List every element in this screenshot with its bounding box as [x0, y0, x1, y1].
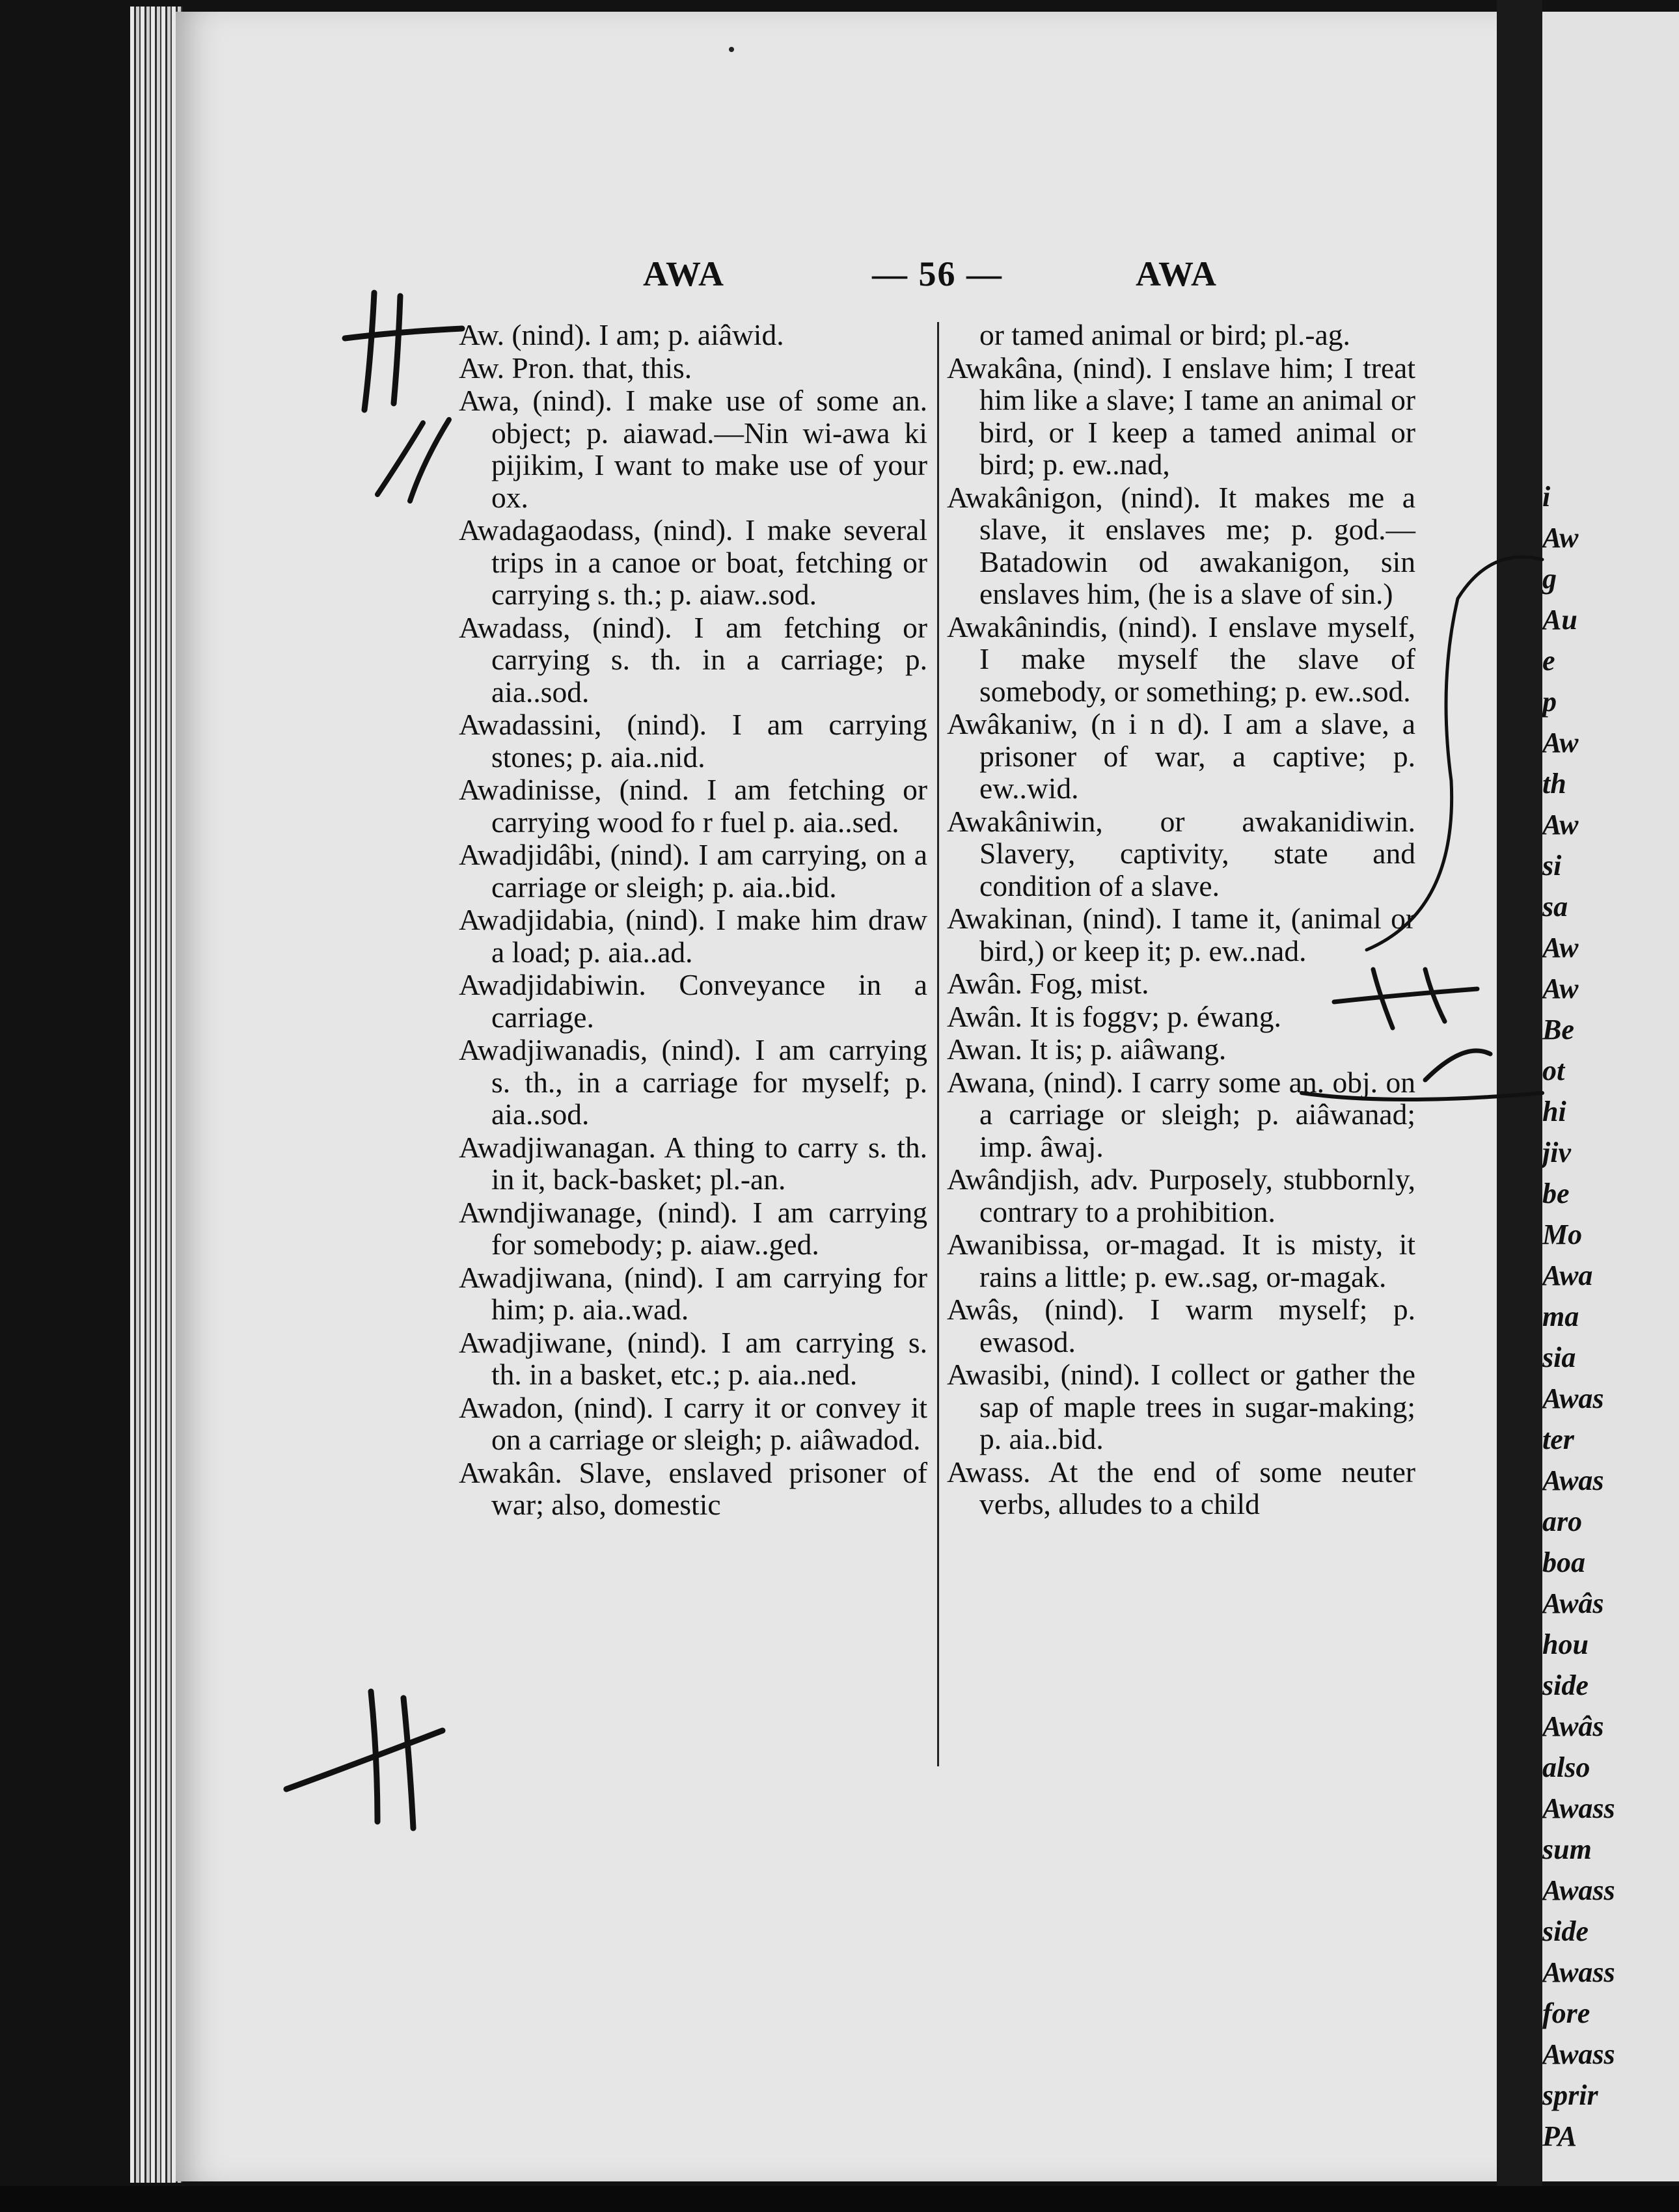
book-page-edges [130, 7, 182, 2183]
next-page-text-fragment: Awâs [1542, 1710, 1604, 1742]
next-page-text-fragment: also [1542, 1751, 1590, 1783]
next-page-text-fragment: hi [1542, 1096, 1566, 1127]
next-page-text-fragment: Awâs [1542, 1587, 1604, 1619]
next-page-text-fragment: Awass [1542, 1792, 1615, 1824]
next-page-text-fragment: jiv [1542, 1137, 1571, 1168]
dictionary-entry: Aw. Pron. that, this. [459, 351, 692, 384]
dictionary-entry: Awadon, (nind). I carry it or convey it on a carriage or sleigh; p. aiâwadod. [459, 1390, 927, 1456]
next-page-text-fragment: be [1542, 1178, 1570, 1209]
next-page-text-fragment: boa [1542, 1546, 1585, 1578]
next-page-text-fragment: ot [1542, 1055, 1565, 1086]
next-page-text-fragment: p [1542, 686, 1557, 718]
dictionary-entry: Awadinisse, (nind. I am fetching or carrying wood fo r fuel p. aia..sed. [459, 773, 927, 839]
dictionary-entry: Awadjiwane, (nind). I am carrying s. th. in a basket, etc.; p. aia..ned. [459, 1325, 927, 1391]
next-page-text-fragment: Awa [1542, 1260, 1593, 1291]
next-page-text-fragment: ma [1542, 1301, 1579, 1332]
dictionary-entry: Awana, (nind). I carry some an. obj. on a carriage or sleigh; p. aiâwanad; imp. âwaj. [947, 1065, 1415, 1163]
next-page-text-fragment: Aw [1542, 809, 1579, 841]
dictionary-entry: Awass. At the end of some neuter verbs, alludes to a child [947, 1455, 1415, 1520]
next-page-text-fragment: Awas [1542, 1464, 1604, 1496]
next-page-text-fragment: Awass [1542, 2038, 1615, 2070]
next-page-text-fragment: Awass [1542, 1874, 1615, 1906]
next-page-text-fragment: th [1542, 768, 1566, 800]
next-page-text-fragment: ter [1542, 1423, 1574, 1455]
dictionary-entry: Aw. (nind). I am; p. aiâwid. [459, 318, 784, 351]
column-rule [937, 322, 939, 1766]
next-page-text-fragment: side [1542, 1915, 1589, 1947]
dictionary-entry: Awadassini, (nind). I am carrying stones; p. aia..nid. [459, 708, 927, 774]
next-page-text-fragment: si [1542, 850, 1562, 882]
next-page-text-fragment: Aw [1542, 973, 1579, 1005]
dictionary-entry: Awadjiwanadis, (nind). I am carrying s. th., in a carriage for myself; p. aia..sod. [459, 1033, 927, 1131]
next-page-text-fragment: Aw [1542, 932, 1579, 964]
next-page-text-fragment: sprir [1542, 2079, 1598, 2111]
next-page-text-fragment: Aw [1542, 522, 1579, 554]
scan-bottom-bar [0, 2186, 1679, 2212]
dictionary-entry: Awasibi, (nind). I collect or gather the sap of maple trees in sugar-making; p. aia..bid. [947, 1358, 1415, 1455]
dictionary-entry: Awâs, (nind). I warm myself; p. ewasod. [947, 1293, 1415, 1358]
handwritten-hash-mark-top [338, 280, 469, 514]
handwritten-bracket-mark [1295, 520, 1549, 1171]
next-page-text-fragment: Aw [1542, 727, 1579, 759]
next-page-text-fragment: PA [1542, 2120, 1577, 2152]
dictionary-entry: Awan. It is; p. aiâwang. [947, 1032, 1227, 1066]
next-page-text-fragment: Au [1542, 604, 1577, 636]
dictionary-entry: Awadjiwanagan. A thing to carry s. th. in it, back-basket; pl.-an. [459, 1130, 927, 1196]
dictionary-entry: Awadjidabia, (nind). I make him draw a load; p. aia..ad. [459, 903, 927, 969]
next-page-fragment [1542, 12, 1679, 2181]
next-page-text-fragment: aro [1542, 1505, 1583, 1537]
page-number: — 56 — [872, 254, 1003, 293]
next-page-text-fragment: e [1542, 645, 1555, 677]
dictionary-entry: Awa, (nind). I make use of some an. object; p. aiawad.—Nin wi-awa ki pijikim, I want to make use of your ox. [459, 384, 927, 514]
next-page-text-fragment: side [1542, 1669, 1589, 1701]
ink-dot [729, 47, 734, 52]
dictionary-entry: Awakânindis, (nind). I enslave myself, I make myself the slave of somebody, or something; p. ew..sod. [947, 610, 1415, 708]
dictionary-entry: Awadjiwana, (nind). I am carrying for him; p. aia..wad. [459, 1260, 927, 1326]
dictionary-entry: Awân. It is foggv; p. éwang. [947, 999, 1281, 1033]
next-page-text-fragment: sia [1542, 1342, 1576, 1373]
next-page-text-fragment: fore [1542, 1997, 1590, 2029]
dictionary-entry: Awadagaodass, (nind). I make several trips in a canoe or boat, fetching or carrying s. th.; p. aiaw..sod. [459, 513, 927, 611]
next-page-text-fragment: sum [1542, 1833, 1592, 1865]
dictionary-entry: Awâkaniw, (n i n d). I am a slave, a prisoner of war, a captive; p. ew..wid. [947, 707, 1415, 805]
running-head-left: AWA [643, 254, 726, 293]
dictionary-entry: Awakâniwin, or awakanidiwin. Slavery, captivity, state and condition of a slave. [947, 804, 1415, 902]
dictionary-entry: or tamed animal or bird; pl.-ag. [979, 318, 1350, 351]
dictionary-entry: Awadjidabiwin. Conveyance in a carriage. [459, 968, 927, 1034]
dictionary-entry: Awadjidâbi, (nind). I am carrying, on a carriage or sleigh; p. aia..bid. [459, 838, 927, 904]
dictionary-entry: Awndjiwanage, (nind). I am carrying for somebody; p. aiaw..ged. [459, 1195, 927, 1261]
dictionary-entry: Awadass, (nind). I am fetching or carrying s. th. in a carriage; p. aia..sod. [459, 610, 927, 708]
next-page-text-fragment: i [1542, 481, 1551, 513]
next-page-text-fragment: g [1542, 563, 1557, 595]
dictionary-entry: Awakân. Slave, enslaved prisoner of war; also, domestic [459, 1455, 927, 1521]
left-column [459, 319, 927, 1522]
dictionary-entry: Awân. Fog, mist. [947, 967, 1149, 1000]
dictionary-entry: Awanibissa, or-magad. It is misty, it rains a little; p. ew..sag, or-magak. [947, 1228, 1415, 1293]
next-page-text-fragment: Be [1542, 1014, 1574, 1045]
handwritten-hash-mark-bottom [280, 1685, 449, 1835]
next-page-text-fragment: Awass [1542, 1956, 1615, 1988]
running-head-right: AWA [1136, 254, 1218, 293]
next-page-text-fragment: sa [1542, 891, 1568, 923]
dictionary-entry: Awândjish, adv. Purposely, stubbornly, contrary to a prohibition. [947, 1163, 1415, 1228]
dictionary-entry: Awakinan, (nind). I tame it, (animal or bird,) or keep it; p. ew..nad. [947, 902, 1415, 967]
next-page-text-fragment: Awas [1542, 1382, 1604, 1414]
next-page-text-fragment: hou [1542, 1628, 1589, 1660]
next-page-text-fragment: Mo [1542, 1219, 1583, 1250]
dictionary-entry: Awakâna, (nind). I enslave him; I treat him like a slave; I tame an animal or bird, or I keep a tamed animal or bird; p. ew..nad, [947, 351, 1415, 481]
dictionary-entry: Awakânigon, (nind). It makes me a slave, it enslaves me; p. god.—Batadowin od awakanigon, sin enslaves him, (he is a slave of sin.) [947, 480, 1415, 610]
